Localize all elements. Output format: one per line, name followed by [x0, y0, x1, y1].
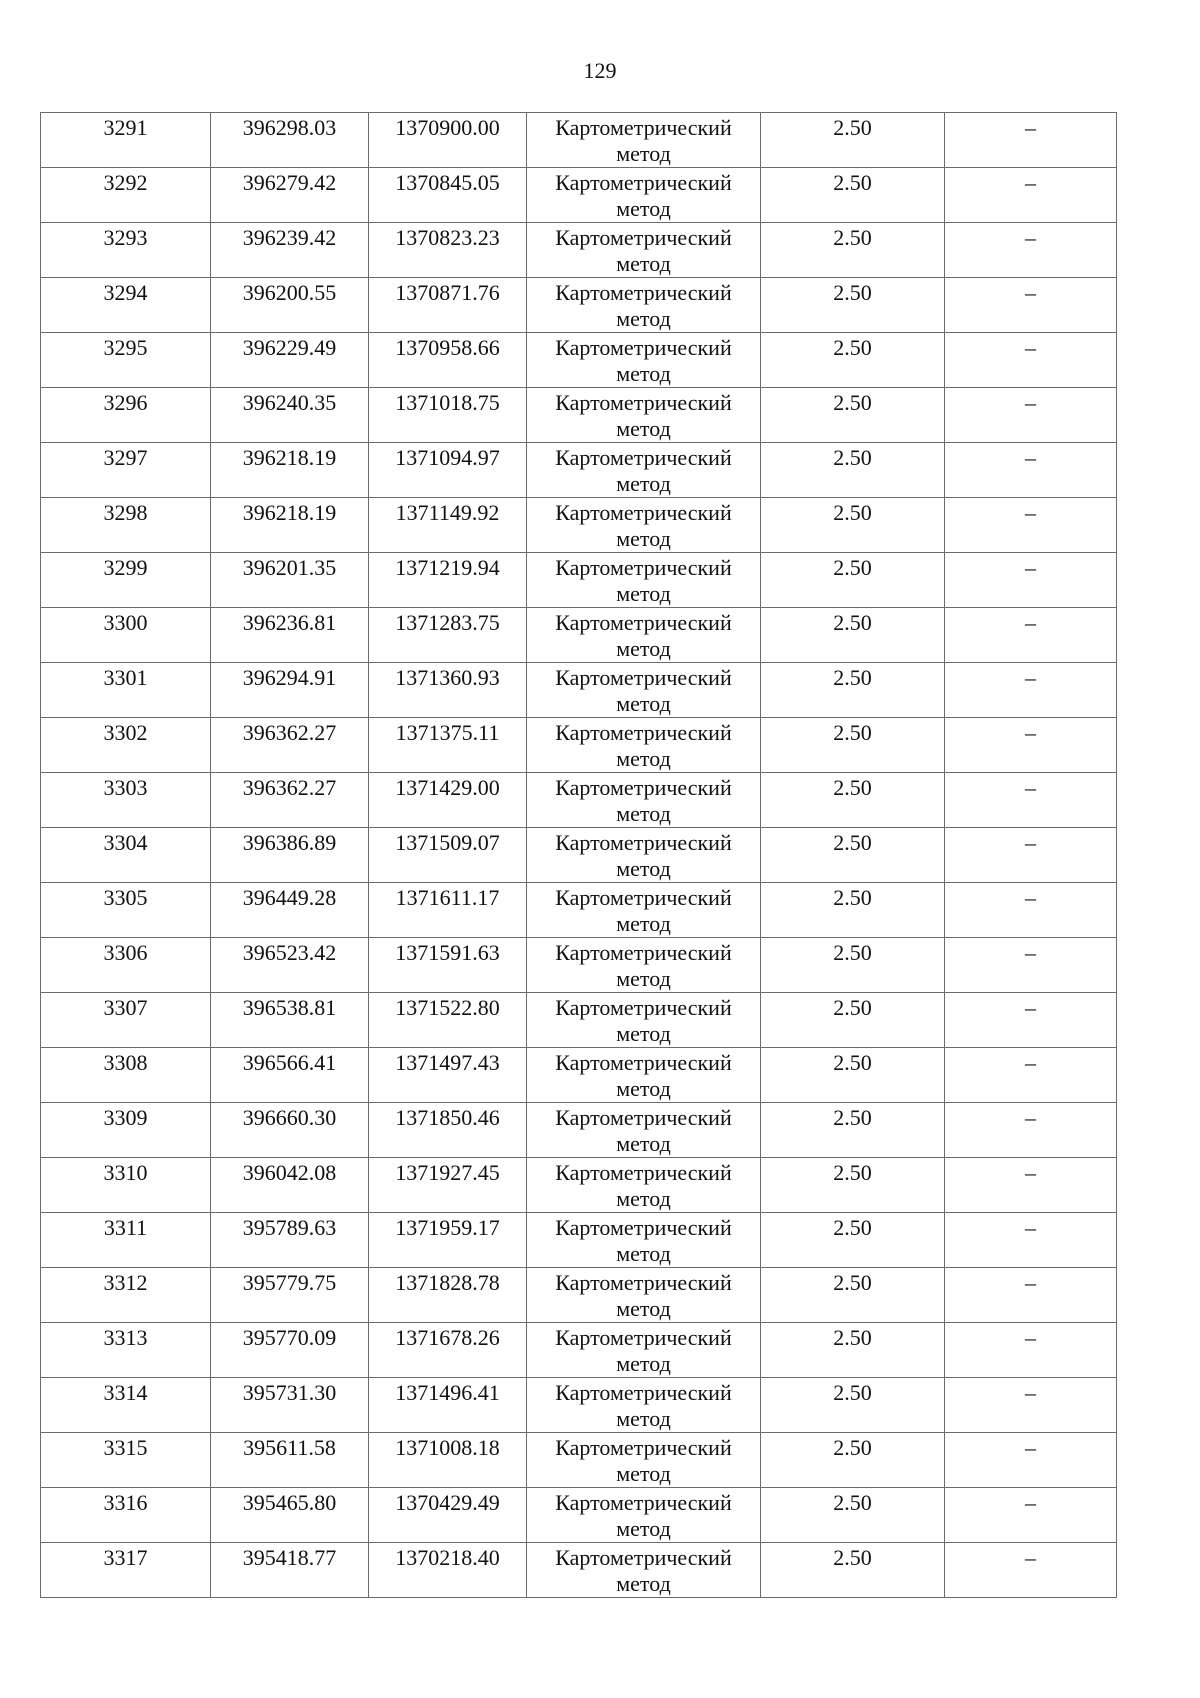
accuracy-cell: 2.50 [761, 168, 945, 223]
accuracy-cell: 2.50 [761, 938, 945, 993]
note-cell: – [945, 663, 1117, 718]
point-number-cell: 3304 [41, 828, 211, 883]
method-cell: Картометрический метод [527, 1378, 761, 1433]
x-coordinate-cell: 396362.27 [211, 773, 369, 828]
accuracy-cell: 2.50 [761, 443, 945, 498]
note-cell: – [945, 388, 1117, 443]
method-cell: Картометрический метод [527, 1543, 761, 1598]
method-cell: Картометрический метод [527, 168, 761, 223]
accuracy-cell: 2.50 [761, 608, 945, 663]
point-number-cell: 3298 [41, 498, 211, 553]
method-cell: Картометрический метод [527, 1323, 761, 1378]
y-coordinate-cell: 1370429.49 [369, 1488, 527, 1543]
x-coordinate-cell: 396229.49 [211, 333, 369, 388]
y-coordinate-cell: 1371375.11 [369, 718, 527, 773]
table-row [41, 1488, 1117, 1543]
y-coordinate-cell: 1371429.00 [369, 773, 527, 828]
x-coordinate-cell: 396386.89 [211, 828, 369, 883]
x-coordinate-cell: 395465.80 [211, 1488, 369, 1543]
y-coordinate-cell: 1371927.45 [369, 1158, 527, 1213]
point-number-cell: 3305 [41, 883, 211, 938]
table-row [41, 883, 1117, 938]
note-cell: – [945, 333, 1117, 388]
point-number-cell: 3302 [41, 718, 211, 773]
y-coordinate-cell: 1371678.26 [369, 1323, 527, 1378]
point-number-cell: 3308 [41, 1048, 211, 1103]
y-coordinate-cell: 1371522.80 [369, 993, 527, 1048]
method-cell: Картометрический метод [527, 993, 761, 1048]
point-number-cell: 3314 [41, 1378, 211, 1433]
y-coordinate-cell: 1371828.78 [369, 1268, 527, 1323]
accuracy-cell: 2.50 [761, 1543, 945, 1598]
table-row [41, 223, 1117, 278]
x-coordinate-cell: 396042.08 [211, 1158, 369, 1213]
table-row [41, 828, 1117, 883]
method-cell: Картометрический метод [527, 1433, 761, 1488]
x-coordinate-cell: 395418.77 [211, 1543, 369, 1598]
accuracy-cell: 2.50 [761, 773, 945, 828]
y-coordinate-cell: 1371509.07 [369, 828, 527, 883]
method-cell: Картометрический метод [527, 278, 761, 333]
table-row [41, 608, 1117, 663]
y-coordinate-cell: 1371496.41 [369, 1378, 527, 1433]
y-coordinate-cell: 1371149.92 [369, 498, 527, 553]
x-coordinate-cell: 396218.19 [211, 498, 369, 553]
x-coordinate-cell: 396449.28 [211, 883, 369, 938]
accuracy-cell: 2.50 [761, 718, 945, 773]
method-cell: Картометрический метод [527, 1048, 761, 1103]
table-row [41, 1048, 1117, 1103]
x-coordinate-cell: 396200.55 [211, 278, 369, 333]
x-coordinate-cell: 395789.63 [211, 1213, 369, 1268]
accuracy-cell: 2.50 [761, 553, 945, 608]
table-row [41, 443, 1117, 498]
note-cell: – [945, 1488, 1117, 1543]
note-cell: – [945, 1268, 1117, 1323]
y-coordinate-cell: 1370958.66 [369, 333, 527, 388]
method-cell: Картометрический метод [527, 498, 761, 553]
point-number-cell: 3301 [41, 663, 211, 718]
note-cell: – [945, 223, 1117, 278]
point-number-cell: 3294 [41, 278, 211, 333]
y-coordinate-cell: 1370845.05 [369, 168, 527, 223]
y-coordinate-cell: 1371591.63 [369, 938, 527, 993]
y-coordinate-cell: 1370871.76 [369, 278, 527, 333]
x-coordinate-cell: 396566.41 [211, 1048, 369, 1103]
x-coordinate-cell: 395770.09 [211, 1323, 369, 1378]
accuracy-cell: 2.50 [761, 1048, 945, 1103]
method-cell: Картометрический метод [527, 663, 761, 718]
accuracy-cell: 2.50 [761, 663, 945, 718]
note-cell: – [945, 883, 1117, 938]
note-cell: – [945, 553, 1117, 608]
x-coordinate-cell: 395779.75 [211, 1268, 369, 1323]
note-cell: – [945, 1158, 1117, 1213]
method-cell: Картометрический метод [527, 1268, 761, 1323]
y-coordinate-cell: 1371850.46 [369, 1103, 527, 1158]
table-row [41, 938, 1117, 993]
note-cell: – [945, 1323, 1117, 1378]
point-number-cell: 3306 [41, 938, 211, 993]
accuracy-cell: 2.50 [761, 1103, 945, 1158]
y-coordinate-cell: 1371094.97 [369, 443, 527, 498]
note-cell: – [945, 773, 1117, 828]
method-cell: Картометрический метод [527, 113, 761, 168]
accuracy-cell: 2.50 [761, 1433, 945, 1488]
method-cell: Картометрический метод [527, 553, 761, 608]
point-number-cell: 3291 [41, 113, 211, 168]
method-cell: Картометрический метод [527, 718, 761, 773]
note-cell: – [945, 498, 1117, 553]
x-coordinate-cell: 396201.35 [211, 553, 369, 608]
point-number-cell: 3316 [41, 1488, 211, 1543]
x-coordinate-cell: 396660.30 [211, 1103, 369, 1158]
point-number-cell: 3310 [41, 1158, 211, 1213]
table-row [41, 663, 1117, 718]
method-cell: Картометрический метод [527, 223, 761, 278]
point-number-cell: 3311 [41, 1213, 211, 1268]
accuracy-cell: 2.50 [761, 278, 945, 333]
x-coordinate-cell: 396523.42 [211, 938, 369, 993]
table-row [41, 1378, 1117, 1433]
note-cell: – [945, 608, 1117, 663]
x-coordinate-cell: 396294.91 [211, 663, 369, 718]
y-coordinate-cell: 1370823.23 [369, 223, 527, 278]
accuracy-cell: 2.50 [761, 1213, 945, 1268]
accuracy-cell: 2.50 [761, 333, 945, 388]
accuracy-cell: 2.50 [761, 498, 945, 553]
x-coordinate-cell: 396218.19 [211, 443, 369, 498]
method-cell: Картометрический метод [527, 608, 761, 663]
note-cell: – [945, 1433, 1117, 1488]
table-row [41, 1323, 1117, 1378]
y-coordinate-cell: 1371360.93 [369, 663, 527, 718]
point-number-cell: 3313 [41, 1323, 211, 1378]
table-row [41, 1268, 1117, 1323]
x-coordinate-cell: 396239.42 [211, 223, 369, 278]
point-number-cell: 3300 [41, 608, 211, 663]
table-row [41, 113, 1117, 168]
method-cell: Картометрический метод [527, 443, 761, 498]
point-number-cell: 3317 [41, 1543, 211, 1598]
method-cell: Картометрический метод [527, 1213, 761, 1268]
table-body [41, 113, 1117, 1598]
y-coordinate-cell: 1371008.18 [369, 1433, 527, 1488]
table-row [41, 993, 1117, 1048]
y-coordinate-cell: 1371611.17 [369, 883, 527, 938]
note-cell: – [945, 718, 1117, 773]
note-cell: – [945, 443, 1117, 498]
x-coordinate-cell: 396362.27 [211, 718, 369, 773]
table-row [41, 388, 1117, 443]
accuracy-cell: 2.50 [761, 883, 945, 938]
method-cell: Картометрический метод [527, 828, 761, 883]
note-cell: – [945, 278, 1117, 333]
note-cell: – [945, 168, 1117, 223]
point-number-cell: 3315 [41, 1433, 211, 1488]
method-cell: Картометрический метод [527, 333, 761, 388]
note-cell: – [945, 1048, 1117, 1103]
accuracy-cell: 2.50 [761, 1378, 945, 1433]
table-row [41, 1433, 1117, 1488]
note-cell: – [945, 1103, 1117, 1158]
table-row [41, 773, 1117, 828]
note-cell: – [945, 938, 1117, 993]
point-number-cell: 3303 [41, 773, 211, 828]
accuracy-cell: 2.50 [761, 1268, 945, 1323]
y-coordinate-cell: 1371497.43 [369, 1048, 527, 1103]
accuracy-cell: 2.50 [761, 388, 945, 443]
y-coordinate-cell: 1371959.17 [369, 1213, 527, 1268]
point-number-cell: 3293 [41, 223, 211, 278]
table-row [41, 1543, 1117, 1598]
point-number-cell: 3307 [41, 993, 211, 1048]
x-coordinate-cell: 396279.42 [211, 168, 369, 223]
point-number-cell: 3299 [41, 553, 211, 608]
table-row [41, 718, 1117, 773]
x-coordinate-cell: 396240.35 [211, 388, 369, 443]
table-row [41, 168, 1117, 223]
x-coordinate-cell: 396538.81 [211, 993, 369, 1048]
y-coordinate-cell: 1370218.40 [369, 1543, 527, 1598]
x-coordinate-cell: 395731.30 [211, 1378, 369, 1433]
note-cell: – [945, 1213, 1117, 1268]
y-coordinate-cell: 1371283.75 [369, 608, 527, 663]
point-number-cell: 3297 [41, 443, 211, 498]
table-row [41, 498, 1117, 553]
method-cell: Картометрический метод [527, 1103, 761, 1158]
point-number-cell: 3295 [41, 333, 211, 388]
accuracy-cell: 2.50 [761, 828, 945, 883]
table-row [41, 333, 1117, 388]
note-cell: – [945, 113, 1117, 168]
point-number-cell: 3312 [41, 1268, 211, 1323]
page-number: 129 [583, 58, 617, 83]
table-row [41, 1158, 1117, 1213]
note-cell: – [945, 993, 1117, 1048]
table-row [41, 553, 1117, 608]
method-cell: Картометрический метод [527, 388, 761, 443]
note-cell: – [945, 828, 1117, 883]
y-coordinate-cell: 1370900.00 [369, 113, 527, 168]
point-number-cell: 3292 [41, 168, 211, 223]
method-cell: Картометрический метод [527, 883, 761, 938]
accuracy-cell: 2.50 [761, 1323, 945, 1378]
accuracy-cell: 2.50 [761, 113, 945, 168]
note-cell: – [945, 1378, 1117, 1433]
point-number-cell: 3296 [41, 388, 211, 443]
accuracy-cell: 2.50 [761, 1488, 945, 1543]
method-cell: Картометрический метод [527, 1158, 761, 1213]
x-coordinate-cell: 395611.58 [211, 1433, 369, 1488]
method-cell: Картометрический метод [527, 773, 761, 828]
x-coordinate-cell: 396236.81 [211, 608, 369, 663]
accuracy-cell: 2.50 [761, 223, 945, 278]
x-coordinate-cell: 396298.03 [211, 113, 369, 168]
method-cell: Картометрический метод [527, 938, 761, 993]
table-row [41, 278, 1117, 333]
table-row [41, 1213, 1117, 1268]
accuracy-cell: 2.50 [761, 993, 945, 1048]
y-coordinate-cell: 1371219.94 [369, 553, 527, 608]
y-coordinate-cell: 1371018.75 [369, 388, 527, 443]
point-number-cell: 3309 [41, 1103, 211, 1158]
accuracy-cell: 2.50 [761, 1158, 945, 1213]
note-cell: – [945, 1543, 1117, 1598]
method-cell: Картометрический метод [527, 1488, 761, 1543]
table-row [41, 1103, 1117, 1158]
coordinates-table [40, 112, 1117, 1598]
